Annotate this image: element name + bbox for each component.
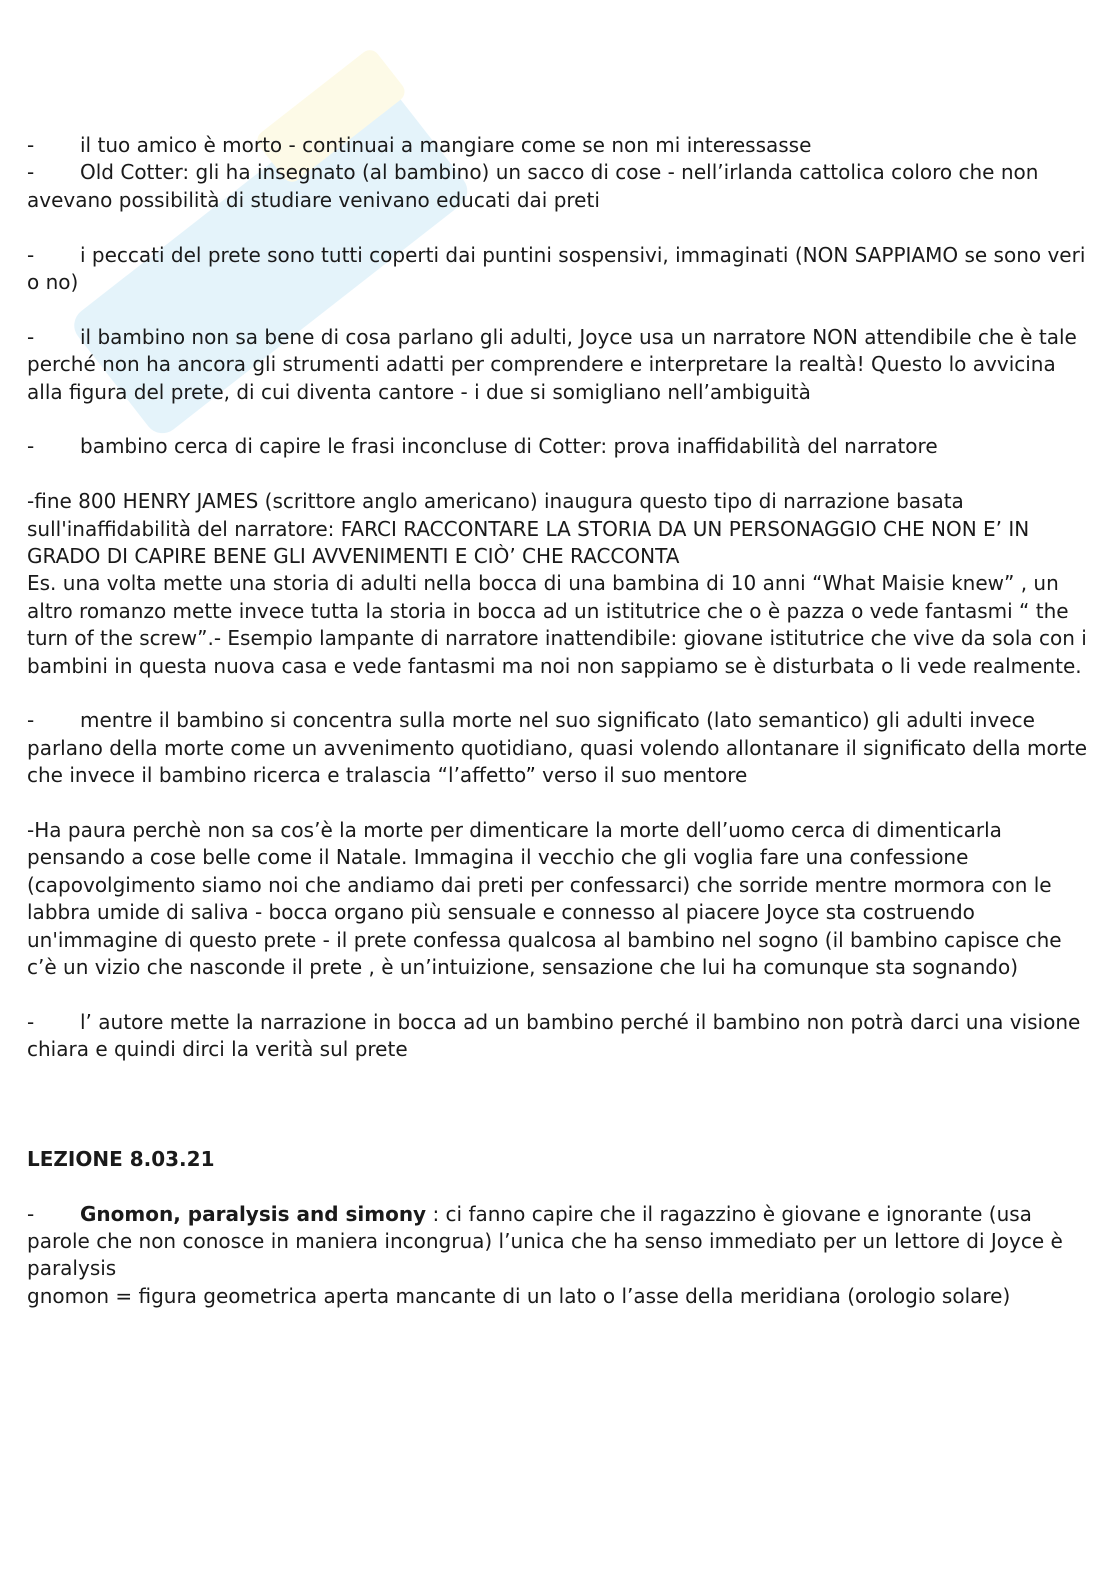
bullet-item: - i peccati del prete sono tutti coperti dai puntini sospensivi, immaginati (NON SAPPIAMO se sono veri o no): [27, 242, 1086, 295]
bullet-item: - Old Cotter: gli ha insegnato (al bambino) un sacco di cose - nell’irlanda cattolica coloro che non avevano possibilità di studiare venivano educati dai preti: [27, 160, 1039, 212]
bullet-item: - il bambino non sa bene di cosa parlano gli adulti, Joyce usa un narratore NON attendibile che è tale perché non ha ancora gli strumenti adatti per comprendere e interpretare la realtà! Questo lo avvicina alla figura del prete, di cui diventa cantore - i due si somigliano nell’ambiguità: [27, 324, 1077, 404]
paragraph: -Ha paura perchè non sa cos’è la morte per dimenticare la morte dell’uomo cerca di dimenticarla pensando a cose belle come il Natale. Immagina il vecchio che gli voglia fare una confessione (capovolgimento siamo noi che andiamo dai preti per confessarci) che sorride mentre mormora con le labbra umide di saliva - bocca organo più sensuale e connesso al piacere Joyce sta costruendo un'immagine di questo prete - il prete confessa qualcosa al bambino nel sogno (il bambino capisce che c’è un vizio che nasconde il prete , è un’intuizione, sensazione che lui ha comunque sta sognando): [27, 818, 1062, 980]
bullet-item: - l’ autore mette la narrazione in bocca ad un bambino perché il bambino non potrà darci una visione chiara e quindi dirci la verità sul prete: [27, 1009, 1081, 1062]
paragraph: Es. una volta mette una storia di adulti nella bocca di una bambina di 10 anni “What Maisie knew” , un altro romanzo mette invece tutta la storia in bocca ad un istitutrice che o è pazza o vede fantasmi “ the turn of the screw”.- Esempio lampante di narratore inattendibile: giovane istitutrice che vive da sola con i bambini in questa nuova casa e vede fantasmi ma noi non sappiamo se è disturbata o li vede realmente.: [27, 571, 1087, 678]
bullet-item: - il tuo amico è morto - continuai a mangiare come se non mi interessasse: [27, 133, 812, 157]
bold-term: Gnomon, paralysis and simony: [80, 1201, 427, 1226]
paragraph: -fine 800 HENRY JAMES (scrittore anglo americano) inaugura questo tipo di narrazione basata sull'inaffidabilità del narratore: FARCI RACCONTARE LA STORIA DA UN PERSONAGGIO CHE NON E’ IN GRADO DI CAPIRE BENE GLI AVVENIMENTI E CIÒ’ CHE RACCONTA: [27, 489, 1030, 569]
bullet-item: - mentre il bambino si concentra sulla morte nel suo significato (lato semantico) gli adulti invece parlano della morte come un avvenimento quotidiano, quasi volendo allontanare il significato della morte che invece il bambino ricerca e tralascia “l’affetto” verso il suo mentore: [27, 708, 1088, 788]
definition-line: gnomon = figura geometrica aperta mancante di un lato o l’asse della meridiana (orologio solare): [27, 1283, 1011, 1308]
bullet-item: - Gnomon, paralysis and simony : ci fanno capire che il ragazzino è giovane e ignorante (usa parole che non conosce in maniera incongrua) l’unica che ha senso immediato per un lettore di Joyce è paralysis: [27, 1201, 1063, 1281]
document-page: [27, 132, 1089, 1310]
bullet-item: - bambino cerca di capire le frasi inconcluse di Cotter: prova inaffidabilità del narratore: [27, 434, 938, 459]
lesson-heading: LEZIONE 8.03.21: [27, 1146, 215, 1171]
